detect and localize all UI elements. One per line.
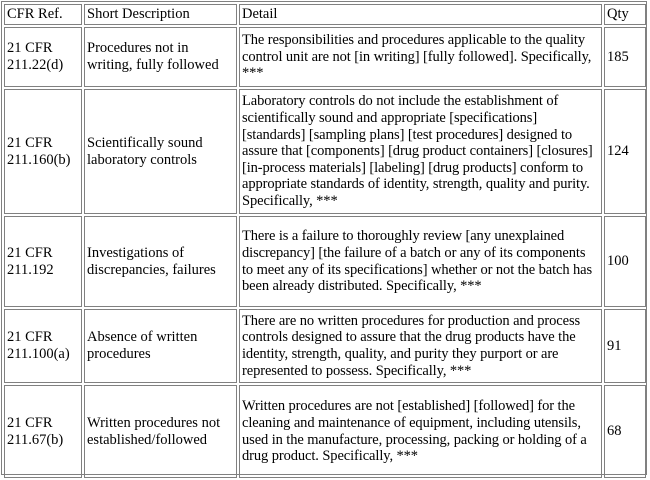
header-row xyxy=(4,4,646,25)
qty-cell: 185 xyxy=(604,27,646,87)
cfr-ref-cell: 21 CFR 211.100(a) xyxy=(4,309,82,383)
cfr-ref-cell: 21 CFR 211.22(d) xyxy=(4,27,82,87)
cfr-ref-cell: 21 CFR 211.160(b) xyxy=(4,89,82,214)
table-row xyxy=(4,89,646,214)
header-short-description: Short Description xyxy=(84,4,237,25)
short-description-cell: Written procedures not established/followed xyxy=(84,385,237,478)
qty-cell: 124 xyxy=(604,89,646,214)
table-row xyxy=(4,216,646,307)
table-row xyxy=(4,309,646,383)
qty-cell: 100 xyxy=(604,216,646,307)
header-qty: Qty xyxy=(604,4,646,25)
header-detail: Detail xyxy=(239,4,602,25)
table-row xyxy=(4,385,646,478)
detail-cell: Written procedures are not [established] [followed] for the cleaning and maintenance of equipment, including utensils, used in the manufacture, processing, packing or holding of a drug product. Specifically, *** xyxy=(239,385,602,478)
observations-table-container xyxy=(1,1,647,475)
qty-cell: 91 xyxy=(604,309,646,383)
observations-table xyxy=(2,2,648,480)
qty-cell: 68 xyxy=(604,385,646,478)
detail-cell: Laboratory controls do not include the establishment of scientifically sound and appropriate [specifications] [standards] [sampling plans] [test procedures] designed to assure that [components] [drug product containers] [closures] [in-process materials] [labeling] [drug products] conform to appropriate standards of identity, strength, quality and purity. Specifically, *** xyxy=(239,89,602,214)
header-cfr-ref: CFR Ref. xyxy=(4,4,82,25)
short-description-cell: Scientifically sound laboratory controls xyxy=(84,89,237,214)
short-description-cell: Investigations of discrepancies, failures xyxy=(84,216,237,307)
detail-cell: There are no written procedures for production and process controls designed to assure that the drug products have the identity, strength, quality, and purity they purport or are represented to possess. Specifically, *** xyxy=(239,309,602,383)
detail-cell: There is a failure to thoroughly review [any unexplained discrepancy] [the failure of a batch or any of its components to meet any of its specifications] whether or not the batch has been already distributed. Specifically, *** xyxy=(239,216,602,307)
short-description-cell: Procedures not in writing, fully followed xyxy=(84,27,237,87)
detail-cell: The responsibilities and procedures applicable to the quality control unit are not [in writing] [fully followed]. Specifically, *** xyxy=(239,27,602,87)
table-row xyxy=(4,27,646,87)
short-description-cell: Absence of written procedures xyxy=(84,309,237,383)
cfr-ref-cell: 21 CFR 211.67(b) xyxy=(4,385,82,478)
cfr-ref-cell: 21 CFR 211.192 xyxy=(4,216,82,307)
